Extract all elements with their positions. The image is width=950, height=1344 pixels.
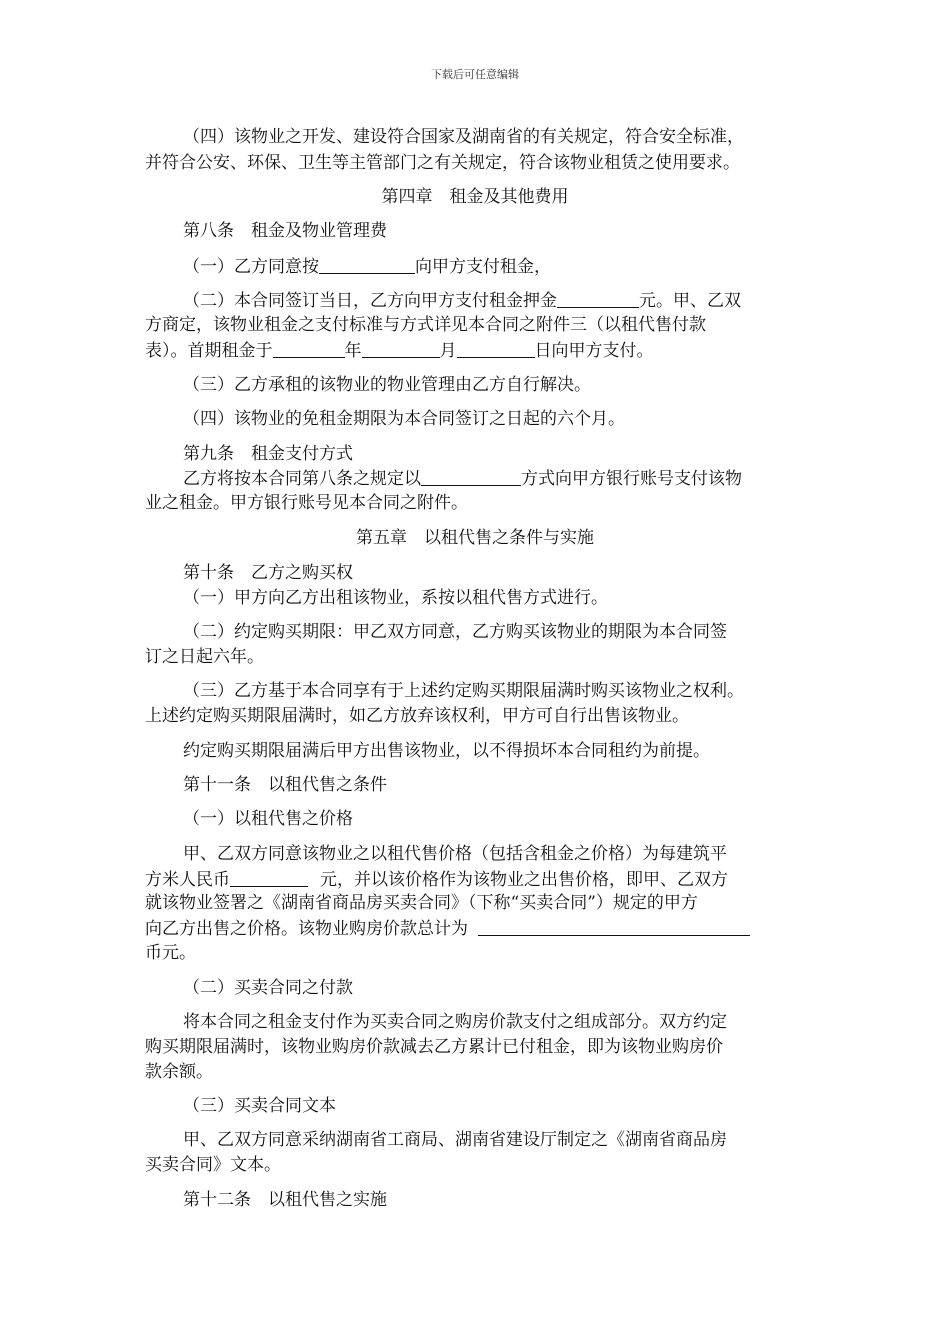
paragraph-line: 款余额。 xyxy=(145,1062,213,1082)
paragraph-line xyxy=(183,289,843,312)
paragraph-line: 业之租金。甲方银行账号见本合同之附件。 xyxy=(145,493,468,513)
paragraph-line: 方商定，该物业租金之支付标准与方式详见本合同之附件三（以租代售付款 xyxy=(145,315,706,335)
blank-line xyxy=(230,868,308,887)
text: 日向甲方支付。 xyxy=(534,341,654,361)
paragraph-line: 上述约定购买期限届满时，如乙方放弃该权利，甲方可自行出售该物业。 xyxy=(145,706,689,726)
blank-line xyxy=(457,339,535,358)
paragraph-line: 甲、乙双方同意采纳湖南省工商局、湖南省建设厅制定之《湖南省商品房 xyxy=(183,1130,727,1150)
text: 向乙方出售之价格。该物业购房价款总计为 xyxy=(145,919,468,939)
text: 月 xyxy=(439,341,457,361)
paragraph-line xyxy=(183,255,843,278)
paragraph-line: （二）买卖合同之付款 xyxy=(183,978,353,998)
blank-line xyxy=(319,255,415,274)
article-title: 第九条 租金支付方式 xyxy=(183,444,353,464)
text: （二）本合同签订当日，乙方向甲方支付租金押金 xyxy=(183,291,557,311)
blank-line xyxy=(557,289,639,308)
article-title: 第十一条 以租代售之条件 xyxy=(183,775,387,795)
page-header: 下载后可任意编辑 xyxy=(431,68,519,81)
article-title: 第八条 租金及物业管理费 xyxy=(183,221,387,241)
paragraph-line: （四）该物业的免租金期限为本合同签订之日起的六个月。 xyxy=(183,409,625,429)
paragraph-line xyxy=(183,467,843,490)
paragraph-line: 买卖合同》文本。 xyxy=(145,1155,281,1175)
blank-line xyxy=(478,917,750,936)
paragraph-line: 购买期限届满时，该物业购房价款减去乙方累计已付租金，即为该物业购房价 xyxy=(145,1037,723,1057)
text: 表）。首期租金于 xyxy=(145,341,273,361)
paragraph-line: （四）该物业之开发、建设符合国家及湖南省的有关规定，符合安全标准， xyxy=(183,127,744,147)
paragraph-line: （一）以租代售之价格 xyxy=(183,809,353,829)
text: 元，并以该价格作为该物业之出售价格，即甲、乙双方 xyxy=(320,870,728,890)
paragraph-line: 将本合同之租金支付作为买卖合同之购房价款支付之组成部分。双方约定 xyxy=(183,1012,727,1032)
paragraph-line xyxy=(145,868,805,891)
paragraph-line: 订之日起六年。 xyxy=(145,647,264,667)
blank-line xyxy=(273,339,345,358)
blank-line xyxy=(421,467,521,486)
paragraph-line xyxy=(145,917,805,940)
article-title: 第十二条 以租代售之实施 xyxy=(183,1190,387,1210)
paragraph-line: 约定购买期限届满后甲方出售该物业，以不得损坏本合同租约为前提。 xyxy=(183,741,710,761)
paragraph-line: （二）约定购买期限：甲乙双方同意，乙方购买该物业的期限为本合同签 xyxy=(183,622,727,642)
paragraph-line xyxy=(145,339,805,362)
paragraph-line: （三）乙方基于本合同享有于上述约定购买期限届满时购买该物业之权利。 xyxy=(183,681,744,701)
paragraph-line: （三）买卖合同文本 xyxy=(183,1096,336,1116)
paragraph-line: 币元。 xyxy=(145,943,196,963)
text: 乙方将按本合同第八条之规定以 xyxy=(183,469,421,489)
text: （一）乙方同意按 xyxy=(183,257,319,277)
paragraph-line: 并符合公安、环保、卫生等主管部门之有关规定，符合该物业租赁之使用要求。 xyxy=(145,153,740,173)
paragraph-line: （三）乙方承租的该物业的物业管理由乙方自行解决。 xyxy=(183,375,591,395)
text: 元。甲、乙双 xyxy=(639,291,741,311)
blank-line xyxy=(362,339,440,358)
paragraph-line: 甲、乙双方同意该物业之以租代售价格（包括含租金之价格）为每建筑平 xyxy=(183,844,727,864)
text: 年 xyxy=(344,341,362,361)
text: 向甲方支付租金， xyxy=(415,257,551,277)
text: 方式向甲方银行账号支付该物 xyxy=(521,469,742,489)
text: 方米人民币 xyxy=(145,870,230,890)
chapter-title: 第五章 以租代售之条件与实施 xyxy=(356,528,594,548)
article-title: 第十条 乙方之购买权 xyxy=(183,563,353,583)
paragraph-line: （一）甲方向乙方出租该物业，系按以租代售方式进行。 xyxy=(183,588,608,608)
chapter-title: 第四章 租金及其他费用 xyxy=(381,187,569,207)
paragraph-line: 就该物业签署之《湖南省商品房买卖合同》（下称“买卖合同”）规定的甲方 xyxy=(145,893,698,913)
